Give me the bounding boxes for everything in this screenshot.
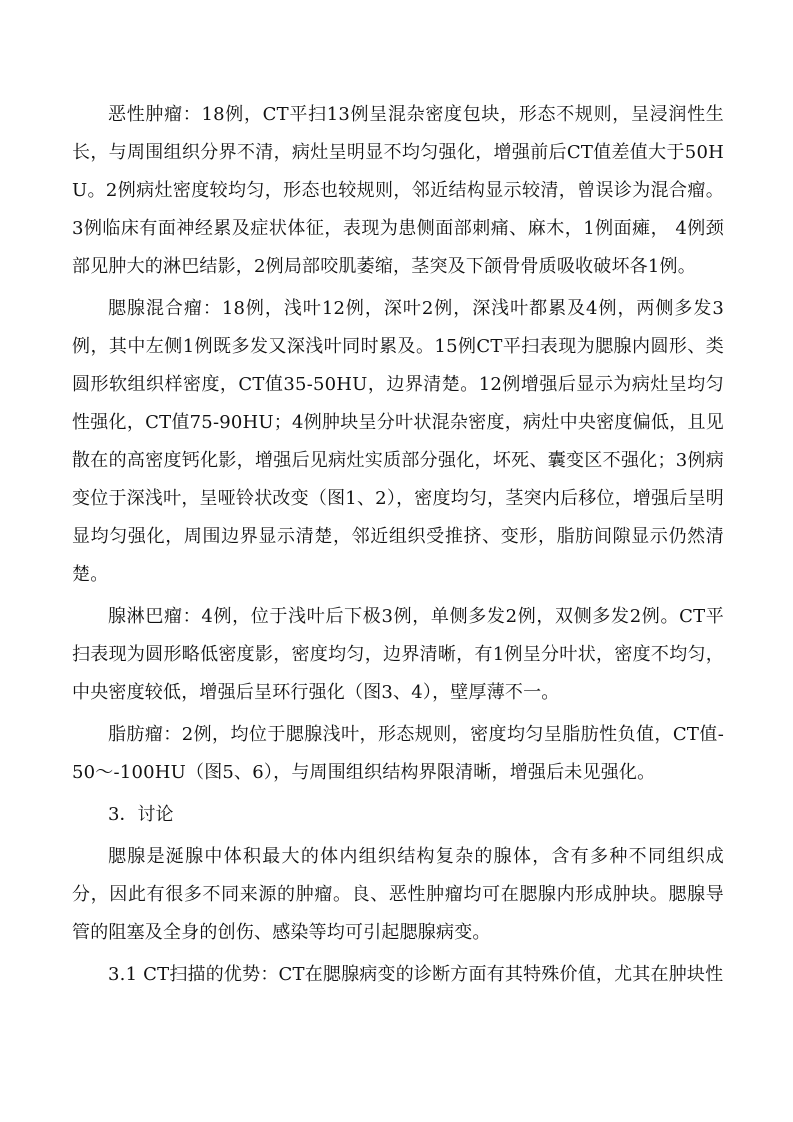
paragraph-discussion: 腮腺是涎腺中体积最大的体内组织结构复杂的腺体，含有多种不同组织成分，因此有很多不同来源的肿瘤。良、恶性肿瘤均可在腮腺内形成肿块。腮腺导管的阻塞及全身的创伤、感染等均可引起腮腺病变。 [72, 846, 724, 943]
paragraph-mixed-tumor: 腮腺混合瘤：18例，浅叶12例，深叶2例，深浅叶都累及4例，两侧多发3例，其中左侧1例既多发又深浅叶同时累及。15例CT平扫表现为腮腺内圆形、类圆形软组织样密度，CT值35-50HU，边界清楚。12例增强后显示为病灶呈均匀性强化，CT值75-90HU；4例肿块呈分叶状混杂密度，病灶中央密度偏低，且见散在的高密度钙化影，增强后见病灶实质部分强化，坏死、囊变区不强化；3例病变位于深浅叶，呈哑铃状改变（图1、2），密度均匀，茎突内后移位，增强后呈明显均匀强化，周围边界显示清楚，邻近组织受推挤、变形，脂肪间隙显示仍然清楚。 [72, 298, 724, 585]
document-page [72, 96, 724, 994]
section-heading-discussion: 3．讨论 [108, 804, 174, 825]
paragraph-adenolymphoma: 腺淋巴瘤：4例，位于浅叶后下极3例，单侧多发2例，双侧多发2例。CT平扫表现为圆形略低密度影，密度均匀，边界清晰，有1例呈分叶状，密度不均匀，中央密度较低，增强后呈环行强化（图3、4），壁厚薄不一。 [72, 606, 724, 703]
paragraph-lipoma: 脂肪瘤：2例，均位于腮腺浅叶，形态规则，密度均匀呈脂肪性负值，CT值-50～-100HU（图5、6），与周围组织结构界限清晰，增强后未见强化。 [72, 724, 724, 783]
paragraph-malignant-tumor: 恶性肿瘤：18例，CT平扫13例呈混杂密度包块，形态不规则，呈浸润性生长，与周围组织分界不清，病灶呈明显不均匀强化，增强前后CT值差值大于50HU。2例病灶密度较均匀，形态也较规则，邻近结构显示较清，曾误诊为混合瘤。3例临床有面神经累及症状体征，表现为患侧面部刺痛、麻木，1例面瘫， 4例颈部见肿大的淋巴结影，2例局部咬肌萎缩，茎突及下颌骨骨质吸收破坏各1例。 [72, 104, 724, 277]
paragraph-ct-advantage: 3.1 CT扫描的优势：CT在腮腺病变的诊断方面有其特殊价值，尤其在肿块性 [108, 964, 724, 985]
